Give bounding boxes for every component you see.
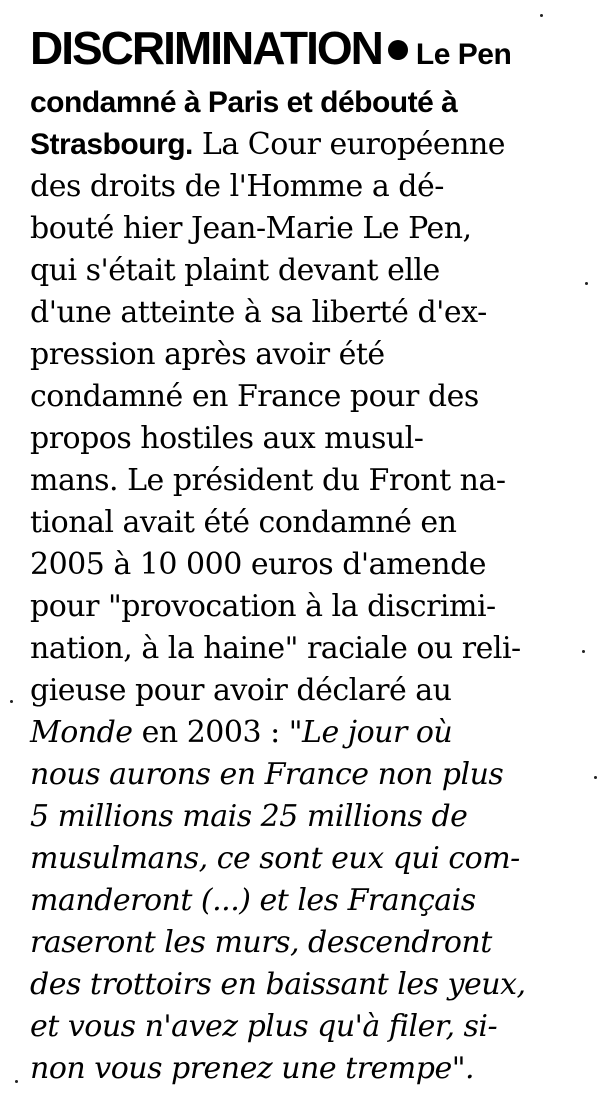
body-text-start: La Cour européenne [192,127,506,162]
quote-line-22: raseront les murs, descendront [30,925,492,960]
quote-line-19: 5 millions mais 25 millions de [30,799,468,834]
scan-speck [15,1080,18,1083]
scan-speck [540,14,543,17]
quote-start: "Le jour où [288,715,453,750]
body-line-3 [30,124,505,166]
body-line-7: d'une atteinte à sa liberté d'ex- [30,295,487,330]
headline-part-1: Le Pen [415,38,512,71]
body-line-17-text: en 2003 : [132,715,289,750]
quote-line-24: et vous n'avez plus qu'à filer, si- [30,1009,498,1044]
scan-speck [585,282,588,285]
body-line-14: pour "provocation à la discrimi- [30,589,496,624]
scan-speck [582,650,585,653]
quote-line-21: manderont (...) et les Français [30,883,476,918]
body-line-13: 2005 à 10 000 euros d'amende [30,547,487,582]
body-line-11: mans. Le président du Front na- [30,463,506,498]
body-line-8: pression après avoir été [30,337,385,372]
body-line-15: nation, à la haine" raciale ou reli- [30,631,521,666]
headline-part-3: Strasbourg. [30,128,193,161]
quote-line-20: musulmans, ce sont eux qui com- [30,841,520,876]
publication-name: Monde [30,715,133,750]
kicker-discrimination: DISCRIMINATION [30,22,382,74]
bullet-icon [388,40,408,60]
body-line-17 [30,712,452,754]
body-line-9: condamné en France pour des [30,379,479,414]
newspaper-clipping [30,22,570,1092]
body-line-12: tional avait été condamné en [30,505,457,540]
quote-line-23: des trottoirs en baissant les yeux, [30,967,526,1002]
scan-speck [594,776,597,779]
headline-line-1 [30,22,511,78]
body-line-16: gieuse pour avoir déclaré au [30,673,452,708]
scan-speck [10,700,13,703]
body-line-4: des droits de l'Homme a dé- [30,169,444,204]
body-line-10: propos hostiles aux musul- [30,421,424,456]
quote-line-18: nous aurons en France non plus [30,757,504,792]
headline-line-2: condamné à Paris et débouté à [30,86,458,119]
quote-line-25: non vous prenez une trempe". [30,1051,475,1086]
body-line-6: qui s'était plaint devant elle [30,253,440,288]
body-line-5: bouté hier Jean-Marie Le Pen, [30,211,472,246]
